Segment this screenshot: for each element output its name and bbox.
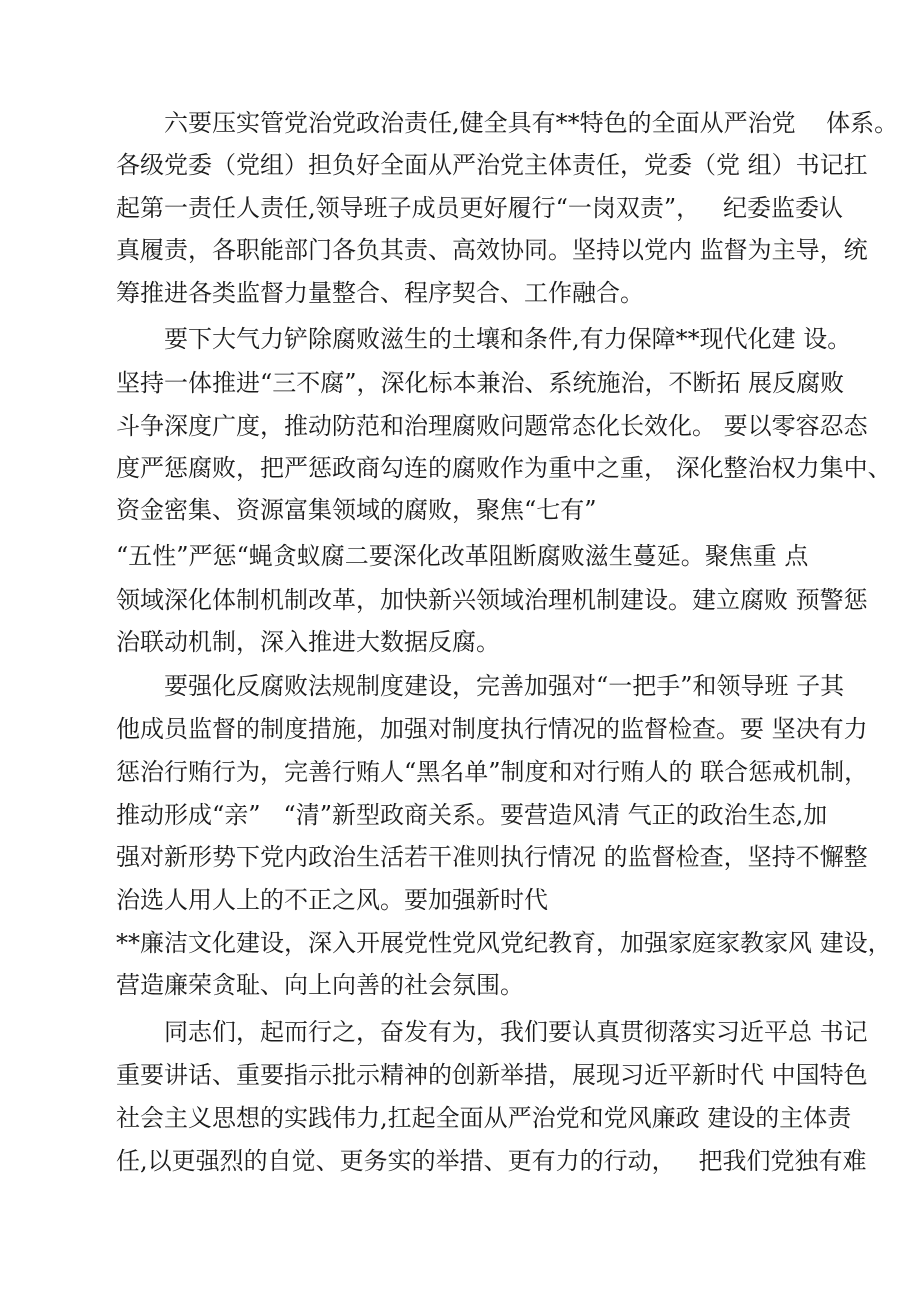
text-line-25: 任,以更强烈的自觉、更务实的举措、更有力的行动， 把我们党独有难 bbox=[116, 1147, 867, 1175]
text-line-10: 资金密集、资源富集领域的腐败，聚焦“七有” bbox=[116, 496, 597, 524]
text-line-16: 惩治行贿行为，完善行贿人“黑名单”制度和对行贿人的 联合惩戒机制， bbox=[116, 758, 869, 786]
text-line-23: 重要讲话、重要指示批示精神的创新举措，展现习近平新时代 中国特色 bbox=[116, 1061, 868, 1089]
text-line-5: 筹推进各类监督力量整合、程序契合、工作融合。 bbox=[116, 279, 644, 307]
text-line-13: 治联动机制，深入推进大数据反腐。 bbox=[116, 628, 500, 656]
text-line-1: 六要压实管党治党政治责任,健全具有**特色的全面从严治党 体系。 bbox=[164, 109, 899, 137]
text-line-18: 强对新形势下党内政治生活若干准则执行情况 的监督检查，坚持不懈整 bbox=[116, 843, 868, 871]
text-line-12: 领域深化体制机制改革，加快新兴领域治理机制建设。建立腐败 预警惩 bbox=[116, 586, 868, 614]
text-line-20: **廉洁文化建设，深入开展党性党风党纪教育，加强家庭家教家风 建设， bbox=[116, 929, 892, 957]
text-line-7: 坚持一体推进“三不腐”，深化标本兼治、系统施治，不断拓 展反腐败 bbox=[116, 369, 845, 397]
text-line-15: 他成员监督的制度措施，加强对制度执行情况的监督检查。要 坚决有力 bbox=[116, 715, 868, 743]
text-line-9: 度严惩腐败，把严惩政商勾连的腐败作为重中之重， 深化整治权力集中、 bbox=[116, 454, 892, 482]
text-line-24: 社会主义思想的实践伟力,扛起全面从严治党和党风廉政 建设的主体责 bbox=[116, 1104, 852, 1132]
text-line-22: 同志们，起而行之，奋发有为，我们要认真贯彻落实习近平总 书记 bbox=[164, 1018, 868, 1046]
text-line-14: 要强化反腐败法规制度建设，完善加强对“一把手”和领导班 子其 bbox=[164, 672, 845, 700]
text-line-6: 要下大气力铲除腐败滋生的土壤和条件,有力保障**现代化建 设。 bbox=[164, 325, 852, 353]
text-line-8: 斗争深度广度，推动防范和治理腐败问题常态化长效化。 要以零容忍态 bbox=[116, 412, 868, 440]
text-line-21: 营造廉荣贪耻、向上向善的社会氛围。 bbox=[116, 971, 524, 999]
text-line-2: 各级党委（党组）担负好全面从严治党主体责任，党委（党 组）书记扛 bbox=[116, 151, 868, 179]
text-line-19: 治选人用人上的不正之风。要加强新时代 bbox=[116, 886, 548, 914]
text-line-3: 起第一责任人责任,领导班子成员更好履行“一岗双责”， 纪委监委认 bbox=[116, 194, 844, 222]
text-line-4: 真履责，各职能部门各负其责、高效协同。坚持以党内 监督为主导，统 bbox=[116, 236, 868, 264]
text-line-11: “五性”严惩“蝇贪蚁腐二要深化改革阻断腐败滋生蔓延。聚焦重 点 bbox=[116, 542, 809, 570]
text-line-17: 推动形成“亲” “清”新型政商关系。要营造风清 气正的政治生态,加 bbox=[116, 801, 828, 829]
